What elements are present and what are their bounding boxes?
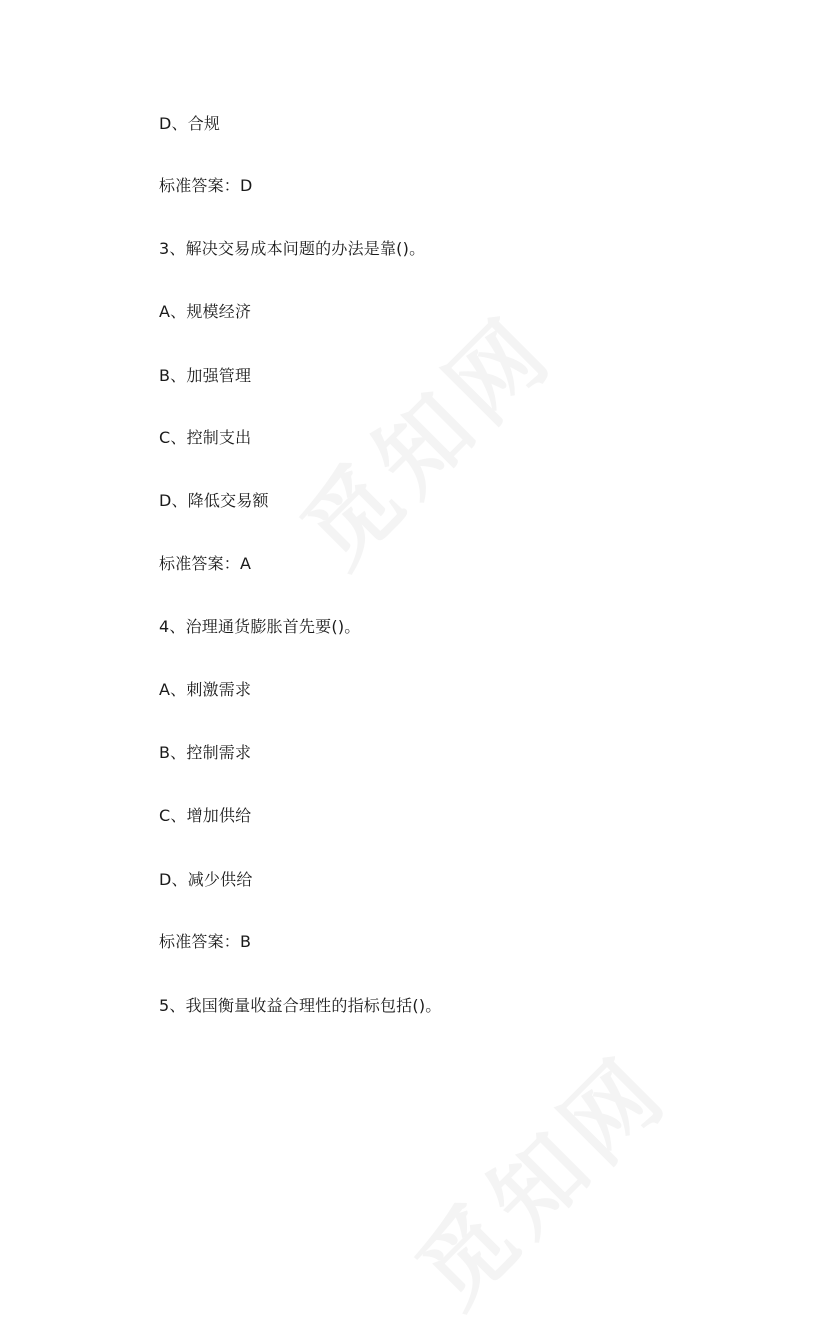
option-d-q4: D、减少供给: [159, 870, 253, 889]
option-a-q4: A、刺激需求: [159, 680, 252, 699]
option-d-q3: D、降低交易额: [159, 491, 269, 510]
answer-q4: 标准答案：B: [159, 932, 252, 951]
option-c-q3: C、控制支出: [159, 428, 252, 447]
question-3: 3、解决交易成本问题的办法是靠()。: [159, 239, 426, 258]
question-5: 5、我国衡量收益合理性的指标包括()。: [159, 996, 442, 1015]
option-d-q2: D、合规: [159, 114, 221, 133]
answer-q2: 标准答案：D: [159, 176, 253, 195]
option-c-q4: C、增加供给: [159, 806, 252, 825]
answer-q3: 标准答案：A: [159, 554, 252, 573]
watermark-logo: [268, 281, 578, 591]
option-b-q4: B、控制需求: [159, 743, 252, 762]
question-4: 4、治理通货膨胀首先要()。: [159, 617, 361, 636]
watermark-logo: [383, 1021, 693, 1331]
option-a-q3: A、规模经济: [159, 302, 252, 321]
option-b-q3: B、加强管理: [159, 366, 252, 385]
